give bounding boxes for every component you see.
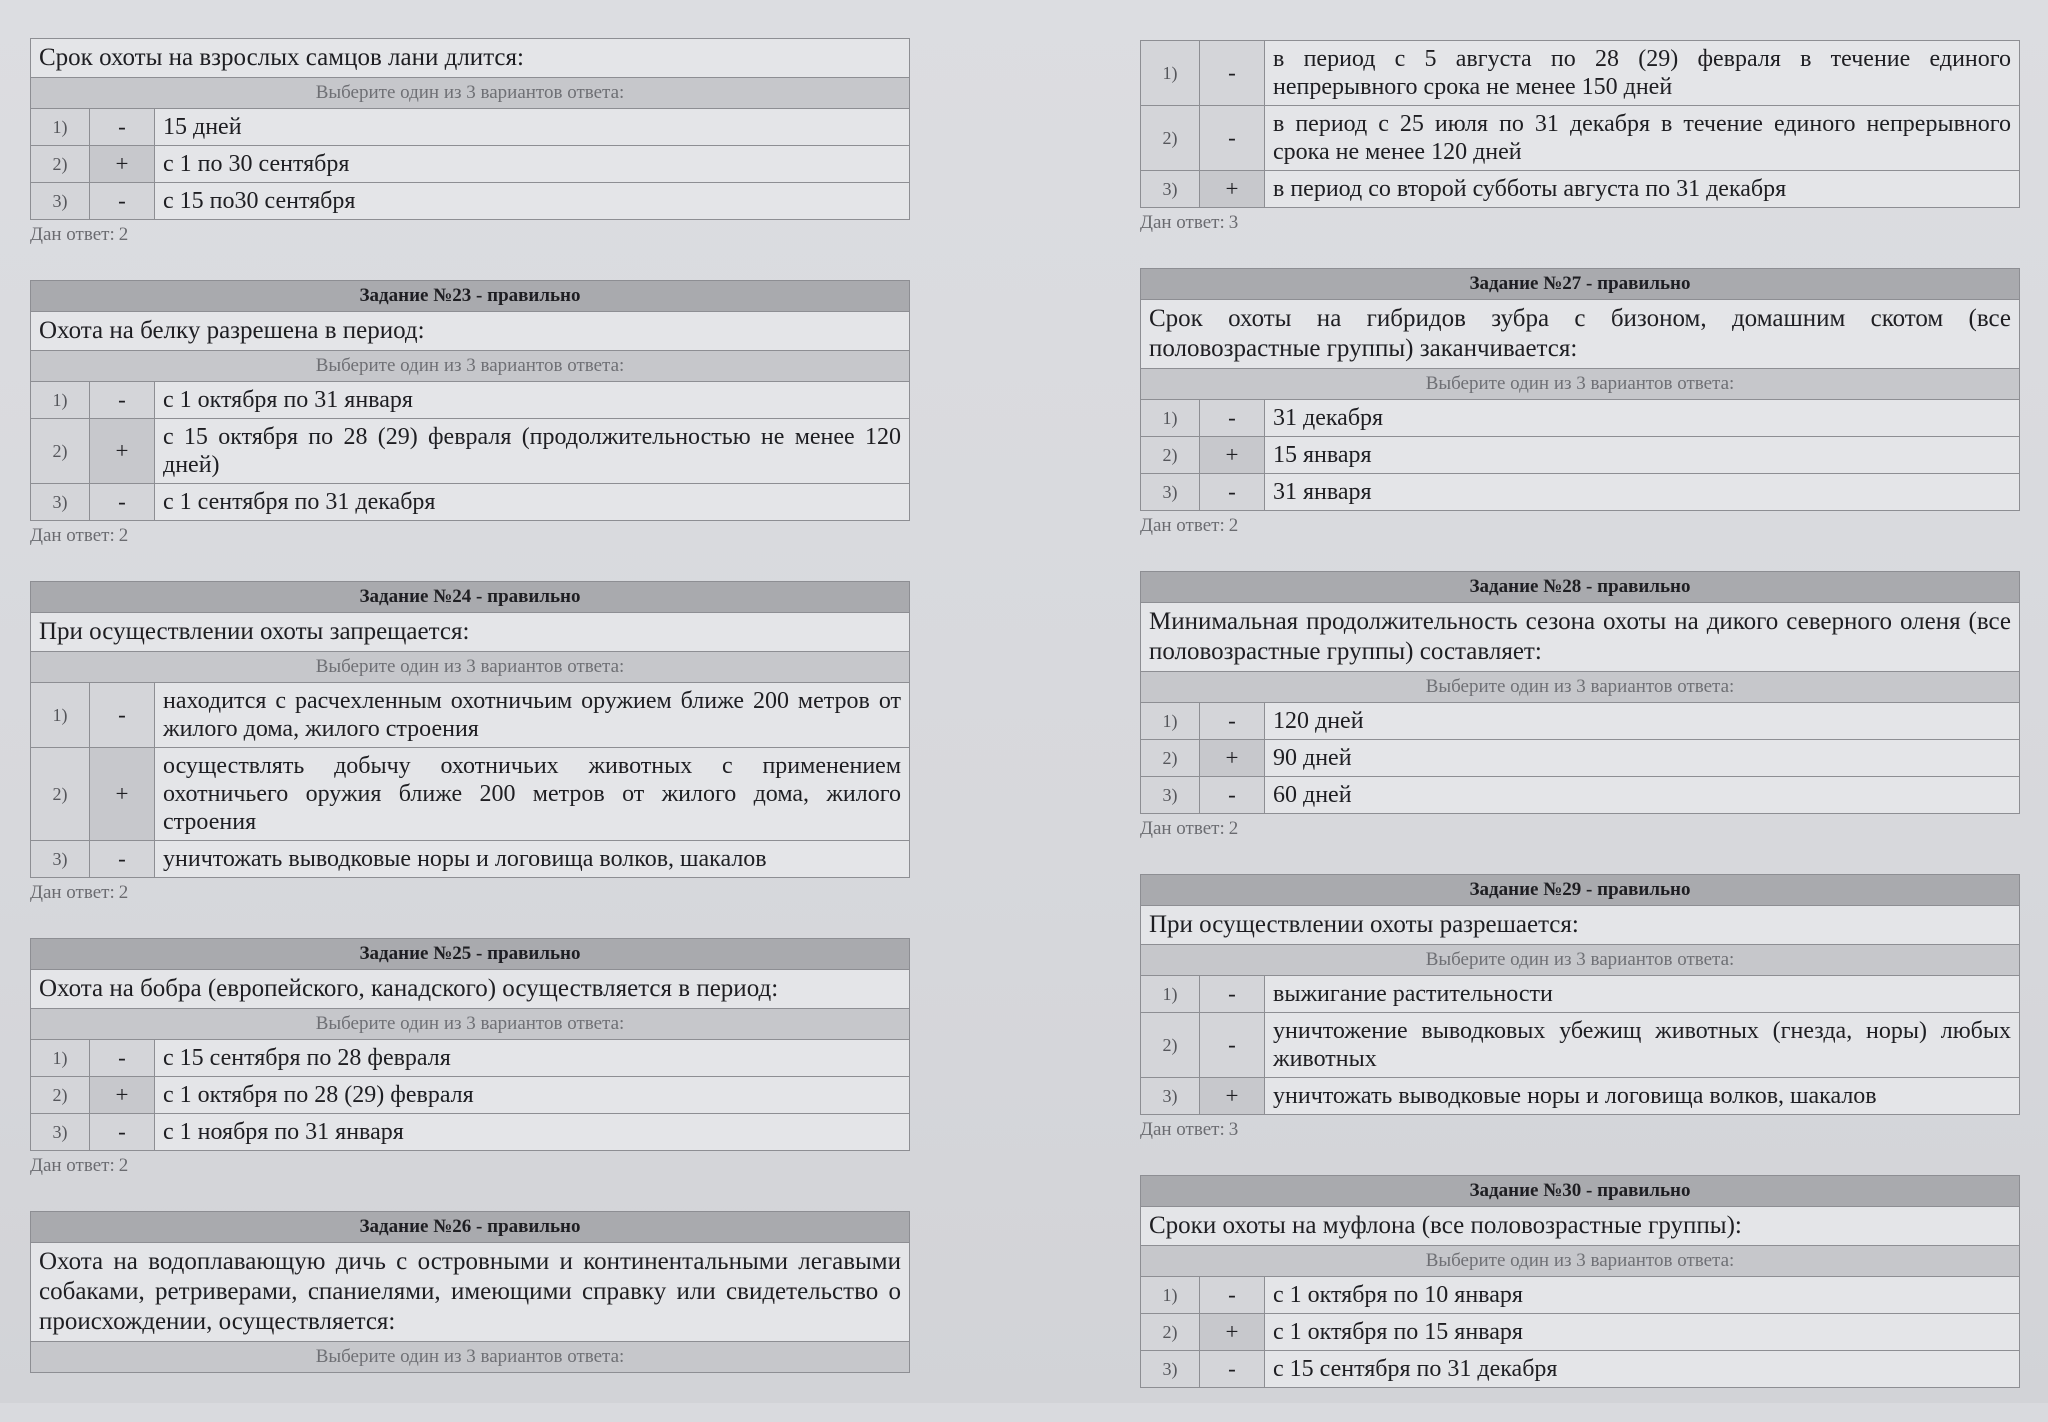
option-text: выжигание растительности [1265, 976, 2020, 1013]
task-header [31, 939, 910, 970]
question-text: Срок охоты на гибридов зубра с бизоном, домашним скотом (все половозрастные группы) заканчивается: [1141, 300, 2020, 369]
option-text: 120 дней [1265, 703, 2020, 740]
option-number: 1) [31, 109, 90, 146]
given-answer-label: Дан ответ: [1140, 818, 1225, 839]
task-title: Задание №27 [1469, 273, 1582, 294]
option-number: 2) [1141, 106, 1200, 171]
answer-hint: Выберите один из 3 вариантов ответа: [31, 652, 910, 683]
option-text: 90 дней [1265, 740, 2020, 777]
option-number: 1) [1141, 41, 1200, 106]
task-table [1140, 40, 2020, 208]
option-row[interactable] [1141, 106, 2020, 171]
option-text: осуществлять добычу охотничьих животных с применением охотничьего оружия ближе 200 метров от жилого дома, жилого строения [155, 748, 910, 841]
task-header [1141, 875, 2020, 906]
given-answer-label: Дан ответ: [1140, 1119, 1225, 1140]
incorrect-mark: - [1200, 474, 1265, 511]
given-answer-label: Дан ответ: [1140, 515, 1225, 536]
incorrect-mark: - [1200, 1351, 1265, 1388]
correct-mark: + [90, 1077, 155, 1114]
title-separator: - [471, 943, 488, 964]
answer-hint: Выберите один из 3 вариантов ответа: [1141, 369, 2020, 400]
option-number: 3) [1141, 474, 1200, 511]
task-table [30, 1211, 910, 1373]
option-text: уничтожение выводковых убежищ животных (гнезда, норы) любых животных [1265, 1013, 2020, 1078]
option-number: 3) [1141, 777, 1200, 814]
given-answer-value: 2 [118, 224, 129, 245]
option-number: 2) [31, 748, 90, 841]
incorrect-mark: - [90, 1114, 155, 1151]
option-number: 3) [1141, 1351, 1200, 1388]
task-title: Задание №29 [1469, 879, 1582, 900]
task-block [30, 280, 910, 547]
answer-hint: Выберите один из 3 вариантов ответа: [31, 1342, 910, 1373]
option-row[interactable] [31, 1040, 910, 1077]
incorrect-mark: - [90, 382, 155, 419]
task-table [1140, 1175, 2020, 1388]
option-row[interactable] [1141, 474, 2020, 511]
incorrect-mark: - [1200, 1277, 1265, 1314]
task-status: правильно [1597, 273, 1691, 294]
task-table [1140, 268, 2020, 511]
correct-mark: + [1200, 1314, 1265, 1351]
given-answer [1140, 1119, 2020, 1141]
option-text: с 1 по 30 сентября [155, 146, 910, 183]
option-row[interactable] [31, 382, 910, 419]
option-text: 15 дней [155, 109, 910, 146]
option-row[interactable] [1141, 1277, 2020, 1314]
title-separator: - [471, 285, 488, 306]
option-row[interactable] [1141, 437, 2020, 474]
question-text: Охота на водоплавающую дичь с островными и континентальными легавыми собаками, ретриверами, спаниелями, имеющими справку или свидетельство о происхождении, осуществляется: [31, 1243, 910, 1342]
answer-hint: Выберите один из 3 вариантов ответа: [1141, 945, 2020, 976]
given-answer-value: 2 [1228, 818, 1239, 839]
incorrect-mark: - [1200, 400, 1265, 437]
left-column [30, 38, 910, 1407]
right-column [1140, 40, 2020, 1422]
task-title: Задание №23 [359, 285, 472, 306]
task-status: правильно [1597, 879, 1691, 900]
correct-mark: + [1200, 437, 1265, 474]
option-row[interactable] [1141, 777, 2020, 814]
task-header [1141, 269, 2020, 300]
option-row[interactable] [1141, 1013, 2020, 1078]
correct-mark: + [1200, 740, 1265, 777]
task-title: Задание №26 [359, 1216, 472, 1237]
given-answer-label: Дан ответ: [30, 224, 115, 245]
answer-hint: Выберите один из 3 вариантов ответа: [31, 351, 910, 382]
given-answer [30, 525, 910, 547]
option-row[interactable] [1141, 1314, 2020, 1351]
option-number: 1) [1141, 976, 1200, 1013]
option-text: с 1 октября по 10 января [1265, 1277, 2020, 1314]
task-header [1141, 1176, 2020, 1207]
task-status: правильно [487, 285, 581, 306]
question-text: Срок охоты на взрослых самцов лани длится: [31, 39, 910, 78]
option-text: 60 дней [1265, 777, 2020, 814]
question-text: Охота на бобра (европейского, канадского) осуществляется в период: [31, 970, 910, 1009]
option-row[interactable] [31, 109, 910, 146]
task-table [30, 581, 910, 878]
task-block [1140, 874, 2020, 1141]
question-text: Сроки охоты на муфлона (все половозрастные группы): [1141, 1207, 2020, 1246]
answer-hint: Выберите один из 3 вариантов ответа: [31, 78, 910, 109]
incorrect-mark: - [1200, 1013, 1265, 1078]
incorrect-mark: - [1200, 777, 1265, 814]
option-row[interactable] [31, 1114, 910, 1151]
given-answer-value: 2 [118, 1155, 129, 1176]
task-header [31, 281, 910, 312]
option-row[interactable] [1141, 703, 2020, 740]
incorrect-mark: - [90, 109, 155, 146]
task-block [30, 581, 910, 904]
given-answer-label: Дан ответ: [30, 1155, 115, 1176]
given-answer-value: 3 [1228, 1119, 1239, 1140]
given-answer-value: 3 [1228, 212, 1239, 233]
incorrect-mark: - [1200, 976, 1265, 1013]
option-row[interactable] [1141, 1078, 2020, 1115]
incorrect-mark: - [1200, 106, 1265, 171]
option-number: 3) [31, 1114, 90, 1151]
title-separator: - [1581, 576, 1598, 597]
option-number: 2) [1141, 740, 1200, 777]
title-separator: - [471, 1216, 488, 1237]
task-block [30, 938, 910, 1177]
given-answer-value: 2 [118, 525, 129, 546]
incorrect-mark: - [90, 683, 155, 748]
option-number: 2) [1141, 1314, 1200, 1351]
task-block [1140, 268, 2020, 537]
option-number: 1) [31, 382, 90, 419]
option-row[interactable] [1141, 1351, 2020, 1388]
incorrect-mark: - [90, 183, 155, 220]
correct-mark: + [1200, 171, 1265, 208]
incorrect-mark: - [90, 841, 155, 878]
option-row[interactable] [31, 841, 910, 878]
option-text: с 15 сентября по 31 декабря [1265, 1351, 2020, 1388]
title-separator: - [1581, 273, 1598, 294]
option-number: 1) [31, 1040, 90, 1077]
option-text: в период с 25 июля по 31 декабря в течение единого непрерывного срока не менее 120 дней [1265, 106, 2020, 171]
option-number: 1) [31, 683, 90, 748]
option-row[interactable] [1141, 171, 2020, 208]
given-answer [1140, 515, 2020, 537]
task-table [30, 938, 910, 1151]
option-text: в период со второй субботы августа по 31 декабря [1265, 171, 2020, 208]
option-number: 1) [1141, 400, 1200, 437]
option-text: 15 января [1265, 437, 2020, 474]
answer-hint: Выберите один из 3 вариантов ответа: [31, 1009, 910, 1040]
correct-mark: + [1200, 1078, 1265, 1115]
option-number: 2) [31, 419, 90, 484]
option-number: 3) [31, 183, 90, 220]
task-table [30, 38, 910, 220]
question-text: Минимальная продолжительность сезона охоты на дикого северного оленя (все половозрастные группы) составляет: [1141, 603, 2020, 672]
incorrect-mark: - [1200, 41, 1265, 106]
option-text: с 15 октября по 28 (29) февраля (продолжительностью не менее 120 дней) [155, 419, 910, 484]
option-row[interactable] [31, 419, 910, 484]
answer-hint: Выберите один из 3 вариантов ответа: [1141, 672, 2020, 703]
option-number: 3) [31, 484, 90, 521]
task-header [31, 582, 910, 613]
task-table [1140, 571, 2020, 814]
option-text: уничтожать выводковые норы и логовища волков, шакалов [155, 841, 910, 878]
option-row[interactable] [31, 146, 910, 183]
option-text: с 1 сентября по 31 декабря [155, 484, 910, 521]
option-text: в период с 5 августа по 28 (29) февраля в течение единого непрерывного срока не менее 150 дней [1265, 41, 2020, 106]
option-number: 2) [31, 146, 90, 183]
option-row[interactable] [1141, 740, 2020, 777]
given-answer-label: Дан ответ: [30, 882, 115, 903]
task-title: Задание №30 [1469, 1180, 1582, 1201]
option-text: с 1 октября по 28 (29) февраля [155, 1077, 910, 1114]
option-row[interactable] [1141, 41, 2020, 106]
option-row[interactable] [31, 183, 910, 220]
question-text: При осуществлении охоты запрещается: [31, 613, 910, 652]
task-table [30, 280, 910, 521]
correct-mark: + [90, 419, 155, 484]
task-block [30, 1211, 910, 1373]
option-text: с 15 по30 сентября [155, 183, 910, 220]
correct-mark: + [90, 748, 155, 841]
option-text: находится с расчехленным охотничьим оружием ближе 200 метров от жилого дома, жилого строения [155, 683, 910, 748]
option-text: 31 декабря [1265, 400, 2020, 437]
question-text: При осуществлении охоты разрешается: [1141, 906, 2020, 945]
task-status: правильно [1597, 576, 1691, 597]
task-title: Задание №24 [359, 586, 472, 607]
incorrect-mark: - [90, 484, 155, 521]
question-text: Охота на белку разрешена в период: [31, 312, 910, 351]
task-title: Задание №28 [1469, 576, 1582, 597]
option-text: 31 января [1265, 474, 2020, 511]
task-status: правильно [487, 943, 581, 964]
option-text: с 15 сентября по 28 февраля [155, 1040, 910, 1077]
option-row[interactable] [1141, 976, 2020, 1013]
option-row[interactable] [31, 683, 910, 748]
given-answer [1140, 818, 2020, 840]
option-number: 1) [1141, 1277, 1200, 1314]
title-separator: - [1581, 879, 1598, 900]
incorrect-mark: - [1200, 703, 1265, 740]
given-answer [30, 1155, 910, 1177]
task-block [1140, 1175, 2020, 1388]
option-text: с 1 октября по 15 января [1265, 1314, 2020, 1351]
option-number: 3) [1141, 1078, 1200, 1115]
task-header [31, 1212, 910, 1243]
option-row[interactable] [31, 1077, 910, 1114]
task-status: правильно [487, 1216, 581, 1237]
option-text: с 1 октября по 31 января [155, 382, 910, 419]
option-number: 2) [31, 1077, 90, 1114]
answer-hint: Выберите один из 3 вариантов ответа: [1141, 1246, 2020, 1277]
title-separator: - [471, 586, 488, 607]
option-number: 3) [31, 841, 90, 878]
task-table [1140, 874, 2020, 1115]
option-text: с 1 ноября по 31 января [155, 1114, 910, 1151]
task-status: правильно [487, 586, 581, 607]
title-separator: - [1581, 1180, 1598, 1201]
option-number: 2) [1141, 437, 1200, 474]
given-answer [30, 882, 910, 904]
given-answer-value: 2 [1228, 515, 1239, 536]
given-answer [30, 224, 910, 246]
given-answer-label: Дан ответ: [1140, 212, 1225, 233]
option-number: 3) [1141, 171, 1200, 208]
given-answer [1140, 212, 2020, 234]
option-number: 1) [1141, 703, 1200, 740]
task-status: правильно [1597, 1180, 1691, 1201]
given-answer-label: Дан ответ: [30, 525, 115, 546]
option-text: уничтожать выводковые норы и логовища волков, шакалов [1265, 1078, 2020, 1115]
task-block [1140, 571, 2020, 840]
incorrect-mark: - [90, 1040, 155, 1077]
task-title: Задание №25 [359, 943, 472, 964]
task-block [1140, 40, 2020, 234]
given-answer-value: 2 [118, 882, 129, 903]
option-row[interactable] [31, 484, 910, 521]
option-row[interactable] [1141, 400, 2020, 437]
task-block [30, 38, 910, 246]
correct-mark: + [90, 146, 155, 183]
option-row[interactable] [31, 748, 910, 841]
task-header [1141, 572, 2020, 603]
option-number: 2) [1141, 1013, 1200, 1078]
